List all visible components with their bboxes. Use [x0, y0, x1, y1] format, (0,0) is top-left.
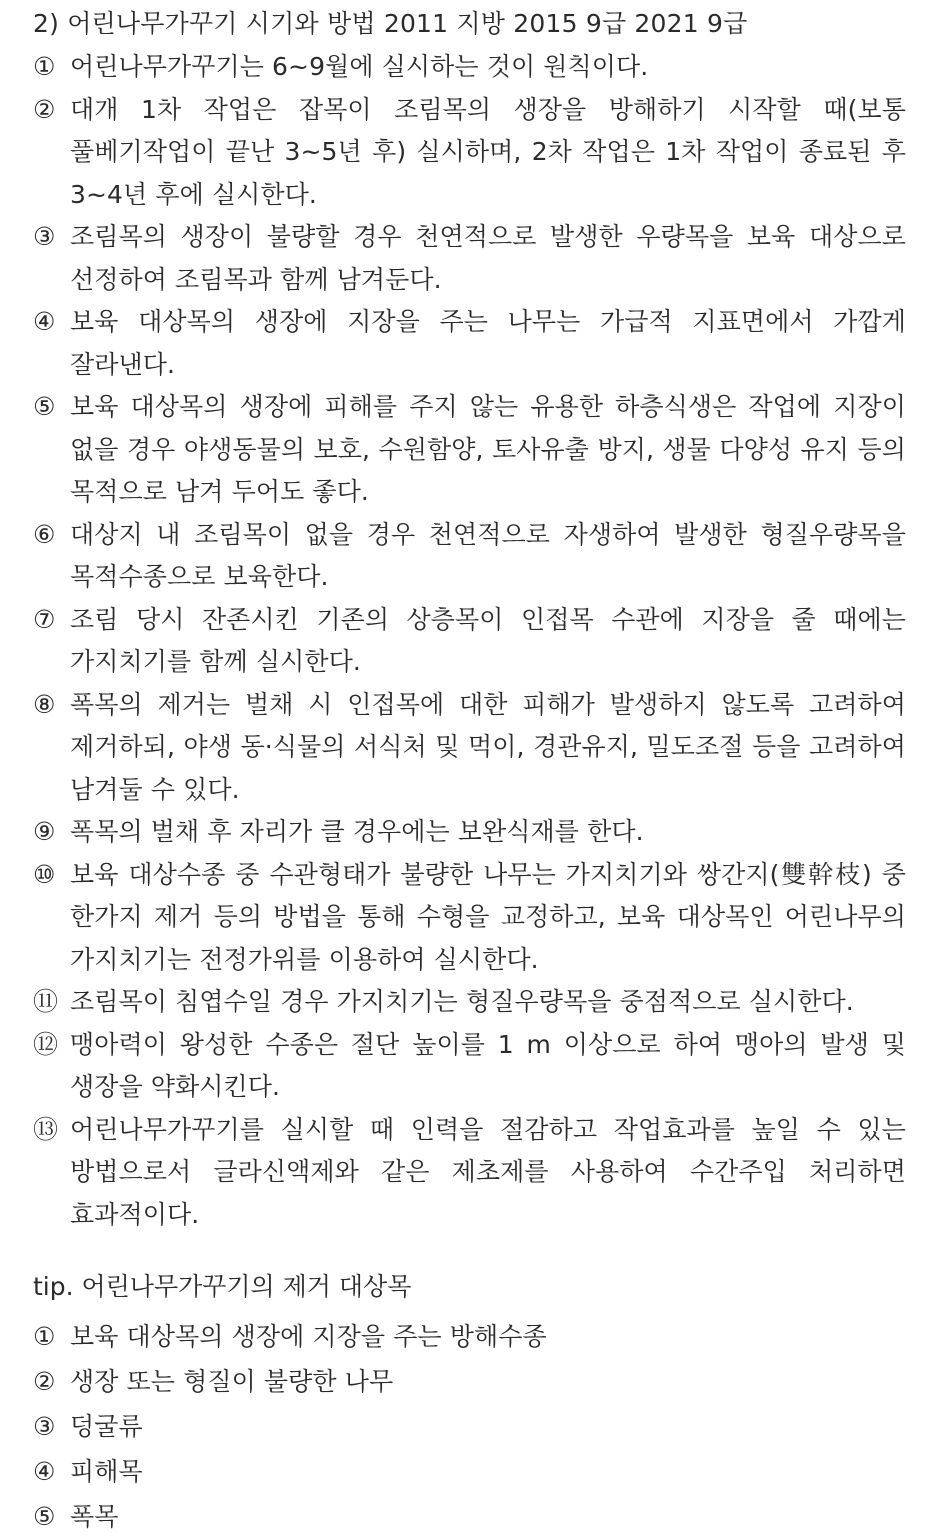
item-text: 보육 대상수종 중 수관형태가 불량한 나무는 가지치기와 쌍간지(雙幹枝) 중 한가지 제거 등의 방법을 통해 수형을 교정하고, 보육 대상목인 어린나무의 가지치기는 전정가위를 이용하여 실시한다.: [70, 859, 906, 974]
method-item-6: [33, 514, 906, 599]
method-item-11: [33, 981, 906, 1024]
method-item-10: [33, 854, 906, 982]
method-item-12: [33, 1024, 906, 1109]
item-text: 어린나무가꾸기는 6~9월에 실시하는 것이 원칙이다.: [70, 52, 649, 81]
tip-item-5: [33, 1494, 906, 1539]
item-text: 보육 대상목의 생장에 지장을 주는 방해수종: [70, 1322, 547, 1351]
item-number: ②: [33, 1367, 56, 1396]
item-number: ⑪: [33, 987, 59, 1016]
method-item-2: [33, 89, 906, 217]
item-number: ⑦: [33, 604, 56, 634]
item-text: 어린나무가꾸기를 실시할 때 인력을 절감하고 작업효과를 높일 수 있는 방법으로서 글라신액제와 같은 제초제를 사용하여 수간주입 처리하면 효과적이다.: [70, 1114, 906, 1229]
tip-list: [33, 1314, 906, 1539]
item-number: ⑬: [33, 1114, 59, 1144]
method-list: [33, 46, 906, 1236]
item-number: ②: [33, 94, 56, 124]
item-text: 대상지 내 조림목이 없을 경우 천연적으로 자생하여 발생한 형질우량목을 목적수종으로 보육한다.: [70, 519, 906, 591]
item-number: ④: [33, 1457, 56, 1486]
method-item-1: [33, 46, 906, 89]
item-number: ③: [33, 1412, 56, 1441]
item-number: ⑨: [33, 817, 56, 846]
method-item-9: [33, 811, 906, 854]
tip-item-2: [33, 1359, 906, 1404]
item-text: 조림 당시 잔존시킨 기존의 상층목이 인접목 수관에 지장을 줄 때에는 가지치기를 함께 실시한다.: [70, 604, 906, 676]
item-text: 폭목의 제거는 벌채 시 인접목에 대한 피해가 발생하지 않도록 고려하여 제거하되, 야생 동·식물의 서식처 및 먹이, 경관유지, 밀도조절 등을 고려하여 남겨둘 수 있다.: [70, 689, 906, 804]
method-item-13: [33, 1109, 906, 1237]
item-number: ①: [33, 52, 56, 81]
method-item-3: [33, 216, 906, 301]
item-text: 생장 또는 형질이 불량한 나무: [70, 1367, 394, 1396]
tip-box: [33, 1268, 906, 1539]
item-text: 보육 대상목의 생장에 피해를 주지 않는 유용한 하층식생은 작업에 지장이 없을 경우 야생동물의 보호, 수원함양, 토사유출 방지, 생물 다양성 유지 등의 목적으로 남겨 두어도 좋다.: [70, 392, 906, 506]
method-item-8: [33, 684, 906, 812]
item-text: 조림목의 생장이 불량할 경우 천연적으로 발생한 우량목을 보육 대상으로 선정하여 조림목과 함께 남겨둔다.: [70, 222, 906, 294]
method-item-4: [33, 301, 906, 386]
item-number: ⑤: [33, 1502, 56, 1531]
tip-item-3: [33, 1404, 906, 1449]
item-text: 덩굴류: [70, 1412, 143, 1441]
item-number: ⑤: [33, 392, 56, 421]
item-number: ①: [33, 1322, 56, 1351]
item-number: ⑩: [33, 859, 56, 889]
item-number: ⑫: [33, 1029, 59, 1059]
section-heading: 2) 어린나무가꾸기 시기와 방법 2011 지방 2015 9급 2021 9급: [33, 9, 748, 38]
item-text: 보육 대상목의 생장에 지장을 주는 나무는 가급적 지표면에서 가깝게 잘라낸다.: [70, 307, 906, 379]
item-text: 피해목: [70, 1457, 143, 1486]
item-text: 대개 1차 작업은 잡목이 조림목의 생장을 방해하기 시작할 때(보통 풀베기작업이 끝난 3~5년 후) 실시하며, 2차 작업은 1차 작업이 종료된 후 3~4년 후에 실시한다.: [70, 94, 906, 209]
item-number: ④: [33, 307, 56, 336]
tip-title: tip. 어린나무가꾸기의 제거 대상목: [33, 1272, 412, 1301]
method-item-5: [33, 386, 906, 514]
item-text: 폭목의 벌채 후 자리가 클 경우에는 보완식재를 한다.: [70, 817, 644, 846]
item-number: ⑥: [33, 519, 56, 549]
method-item-7: [33, 599, 906, 684]
item-text: 폭목: [70, 1502, 119, 1531]
item-number: ③: [33, 222, 56, 251]
item-text: 조림목이 침엽수일 경우 가지치기는 형질우량목을 중점적으로 실시한다.: [70, 987, 854, 1016]
tip-item-1: [33, 1314, 906, 1359]
tip-item-4: [33, 1449, 906, 1494]
item-number: ⑧: [33, 689, 56, 719]
item-text: 맹아력이 왕성한 수종은 절단 높이를 1 m 이상으로 하여 맹아의 발생 및 생장을 약화시킨다.: [70, 1029, 906, 1101]
